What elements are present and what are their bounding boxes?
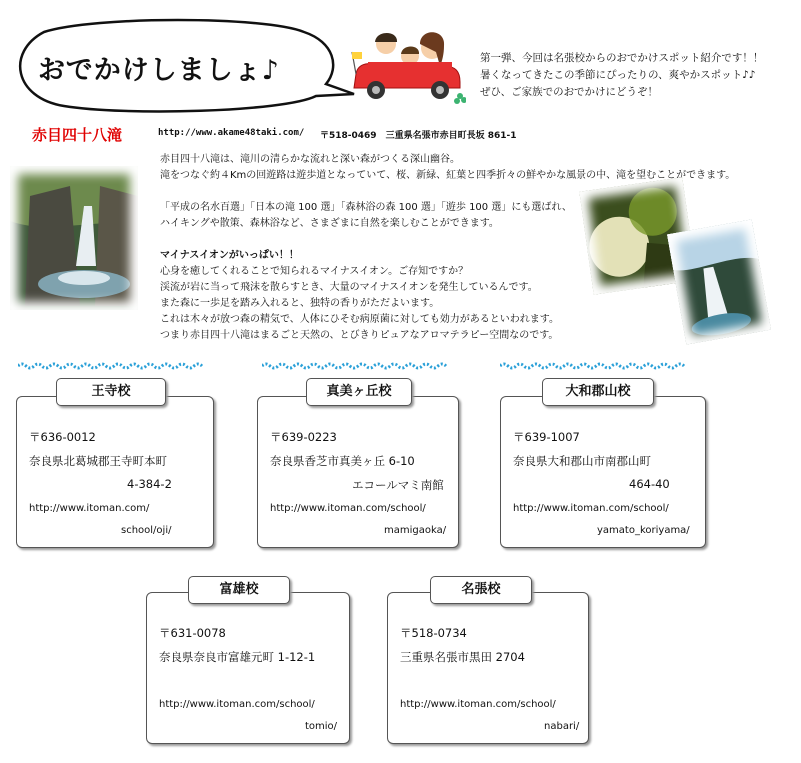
postal-code: 〒518-0734 (400, 626, 467, 640)
school-card-oji (16, 396, 214, 548)
description-heading: マイナスイオンがいっぱい！！ (160, 250, 299, 261)
wave-divider (262, 362, 448, 370)
school-url[interactable]: http://www.itoman.com/ (29, 503, 150, 514)
spot-title: 赤目四十八滝 (32, 126, 123, 144)
school-name-tag: 真美ヶ丘校 (306, 378, 412, 406)
address-line: 奈良県香芝市真美ヶ丘 6-10 (270, 454, 415, 468)
school-card-nabari (387, 592, 589, 744)
description-line: また森に一歩足を踏み入れると、独特の香りがただよいます。 (160, 298, 440, 309)
address-line: 三重県名張市黒田 2704 (400, 650, 525, 664)
wave-divider (500, 362, 686, 370)
address-line: 奈良県奈良市富雄元町 1-12-1 (159, 650, 316, 664)
description-line: 滝をつなぐ約４Kmの回遊路は遊歩道となっていて、桜、新緑、紅葉と四季折々の鮮やかな風景の中、滝を望むことができます。 (160, 170, 736, 181)
waterfall-photo-small (667, 219, 771, 344)
description-line: つまり赤目四十八滝はまるごと天然の、とびきりピュアなアロマテラピー空間なのです。 (160, 330, 559, 341)
school-url[interactable]: yamato_koriyama/ (597, 525, 690, 536)
spot-url[interactable]: http://www.akame48taki.com/ (158, 128, 305, 138)
description-line: 渓流が岩に当って飛沫を散らすとき、大量のマイナスイオンを発生しているんです。 (160, 282, 538, 293)
description-line: ハイキングや散策、森林浴など、さまざまに自然を楽しむことができます。 (160, 218, 499, 229)
school-url[interactable]: http://www.itoman.com/school/ (513, 503, 669, 514)
school-name-tag: 大和郡山校 (542, 378, 654, 406)
school-url[interactable]: nabari/ (544, 721, 580, 732)
intro-line: 第一弾、今回は名張校からのおでかけスポット紹介です！！ (480, 52, 764, 64)
intro-line: 暑くなってきたこの季節にぴったりの、爽やかスポット♪♪ (480, 69, 756, 81)
school-card-mamigaoka (257, 396, 459, 548)
address-line: 4-384-2 (127, 477, 172, 491)
spot-address: 〒518-0469 三重県名張市赤目町長坂 861-1 (320, 131, 517, 141)
page-title: おでかけしましょ♪ (38, 55, 280, 86)
family-car-illustration (348, 22, 466, 104)
description-line: 心身を癒してくれることで知られるマイナスイオン。ご存知ですか？ (160, 266, 469, 277)
school-url[interactable]: http://www.itoman.com/school/ (270, 503, 426, 514)
postal-code: 〒636-0012 (29, 430, 96, 444)
description-line: 「平成の名水百選」「日本の滝 100 選」「森林浴の森 100 選」「遊歩 100 選」にも選ばれ、 (160, 202, 572, 213)
address-line: 奈良県北葛城郡王寺町本町 (29, 454, 167, 468)
school-card-tomio (146, 592, 350, 744)
intro-text (480, 50, 792, 101)
address-line: 464-40 (629, 477, 670, 491)
address-line: エコールマミ南館 (352, 478, 444, 492)
school-url[interactable]: http://www.itoman.com/school/ (159, 699, 315, 710)
intro-line: ぜひ、ご家族でのおでかけにどうぞ！ (480, 86, 658, 98)
school-name-tag: 王寺校 (56, 378, 166, 406)
school-url[interactable]: tomio/ (305, 721, 338, 732)
school-name-tag: 名張校 (430, 576, 532, 604)
school-name-tag: 富雄校 (188, 576, 290, 604)
postal-code: 〒639-0223 (270, 430, 337, 444)
postal-code: 〒631-0078 (159, 626, 226, 640)
address-line: 奈良県大和郡山市南郡山町 (513, 454, 651, 468)
school-url[interactable]: school/oji/ (121, 525, 172, 536)
description-line: これは木々が放つ森の精気で、人体にひそむ病原菌に対しても効力があるといわれます。 (160, 314, 559, 325)
school-url[interactable]: mamigaoka/ (384, 525, 447, 536)
school-card-yamato-koriyama (500, 396, 706, 548)
description-line: 赤目四十八滝は、滝川の清らかな流れと深い森がつくる深山幽谷。 (160, 154, 460, 165)
wave-divider (18, 362, 204, 370)
postal-code: 〒639-1007 (513, 430, 580, 444)
waterfall-photo-main (10, 166, 138, 310)
school-url[interactable]: http://www.itoman.com/school/ (400, 699, 556, 710)
